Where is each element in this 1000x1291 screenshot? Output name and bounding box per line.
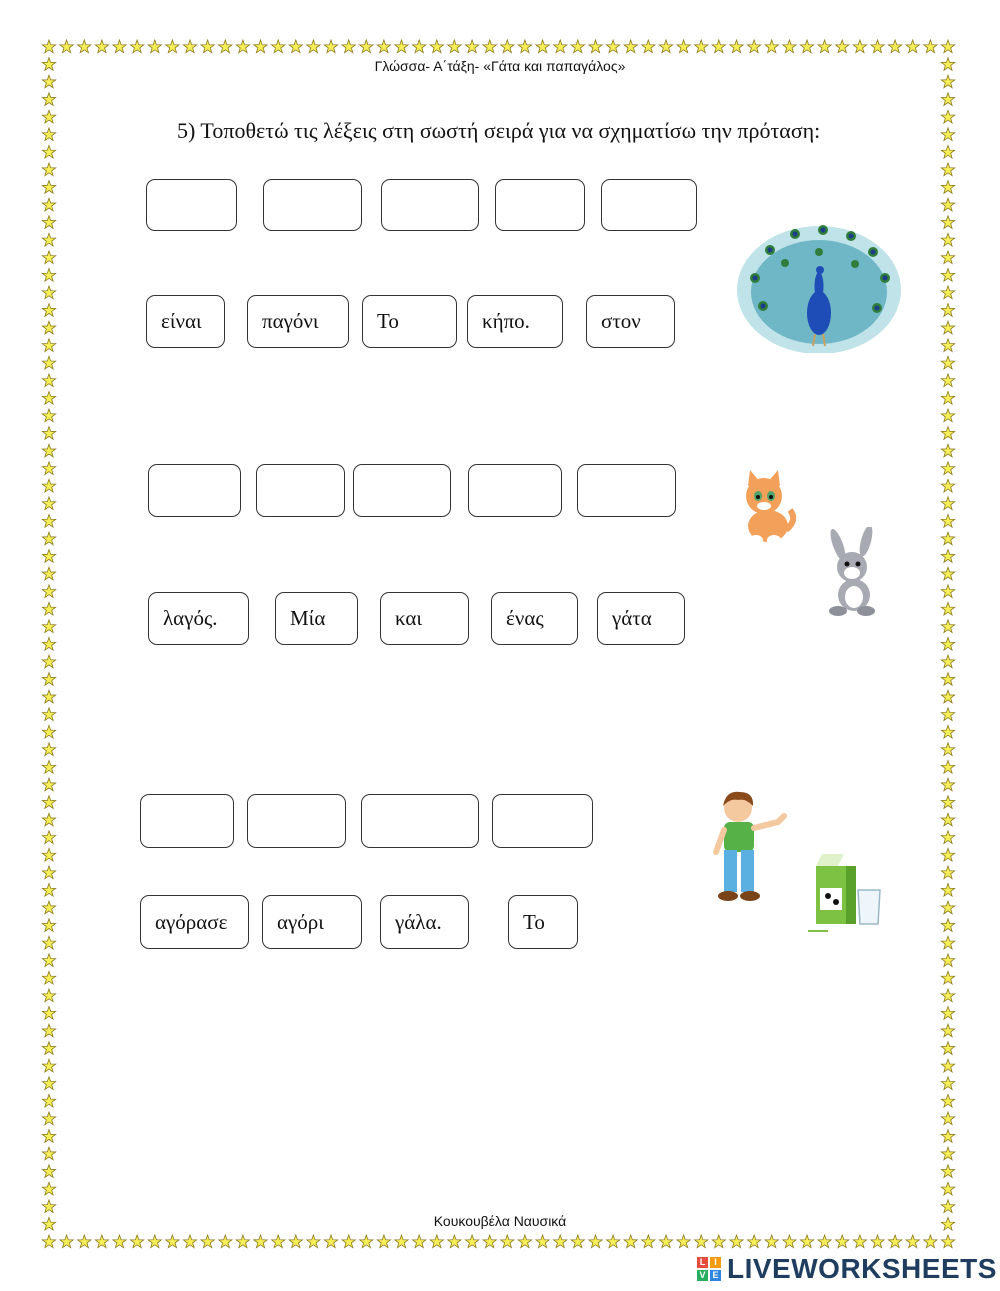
border-star [941, 181, 954, 194]
border-star [941, 936, 954, 949]
border-star [695, 40, 708, 53]
border-star [941, 989, 954, 1002]
border-star [42, 778, 55, 791]
border-star [941, 1077, 954, 1090]
border-star [783, 1235, 796, 1248]
border-star [941, 1042, 954, 1055]
border-star [941, 567, 954, 580]
border-star [483, 1235, 496, 1248]
border-star [941, 286, 954, 299]
border-star [941, 479, 954, 492]
cat-image [732, 470, 798, 548]
border-star [42, 251, 55, 264]
border-star [941, 743, 954, 756]
border-star [941, 778, 954, 791]
border-star [42, 233, 55, 246]
border-star [941, 532, 954, 545]
border-star [554, 1235, 567, 1248]
word-card[interactable]: γάτα [597, 592, 685, 645]
border-star [42, 831, 55, 844]
border-star [42, 884, 55, 897]
border-star [42, 1182, 55, 1195]
border-star [166, 40, 179, 53]
border-star [589, 1235, 602, 1248]
border-star [448, 40, 461, 53]
border-star [642, 40, 655, 53]
border-star [42, 198, 55, 211]
word-card[interactable]: γάλα. [380, 895, 469, 949]
border-star [941, 954, 954, 967]
border-star [272, 40, 285, 53]
border-star [606, 40, 619, 53]
border-star [78, 40, 91, 53]
border-star [747, 40, 760, 53]
answer-slot[interactable] [247, 794, 346, 848]
border-star [272, 1235, 285, 1248]
logo-letter: I [710, 1257, 721, 1268]
border-star [941, 866, 954, 879]
border-star [941, 919, 954, 932]
border-star [941, 638, 954, 651]
border-star [941, 75, 954, 88]
border-star [413, 1235, 426, 1248]
border-star [42, 163, 55, 176]
border-star [289, 40, 302, 53]
answer-slot[interactable] [263, 179, 362, 231]
word-card[interactable]: αγόρασε [140, 895, 249, 949]
border-star [906, 1235, 919, 1248]
border-star [624, 40, 637, 53]
answer-slot[interactable] [361, 794, 479, 848]
border-star [836, 1235, 849, 1248]
border-star [747, 1235, 760, 1248]
border-star [941, 462, 954, 475]
answer-slot[interactable] [256, 464, 345, 517]
word-card[interactable]: στον [586, 295, 675, 348]
border-star [483, 40, 496, 53]
border-star [800, 40, 813, 53]
word-card[interactable]: είναι [146, 295, 225, 348]
border-star [571, 40, 584, 53]
border-star [941, 110, 954, 123]
border-star [941, 392, 954, 405]
word-card[interactable]: λαγός. [148, 592, 249, 645]
border-star [941, 971, 954, 984]
border-star [42, 1165, 55, 1178]
logo-letter: L [697, 1257, 708, 1268]
border-star [430, 1235, 443, 1248]
word-card[interactable]: και [380, 592, 469, 645]
border-star [42, 708, 55, 721]
border-star [113, 40, 126, 53]
word-card[interactable]: ένας [491, 592, 578, 645]
border-star [941, 1147, 954, 1160]
author-footer: Κουκουβέλα Ναυσικά [433, 1213, 567, 1229]
border-star [360, 40, 373, 53]
border-star [342, 1235, 355, 1248]
border-star [42, 655, 55, 668]
word-card[interactable]: Το [362, 295, 457, 348]
border-star [924, 1235, 937, 1248]
border-star [448, 1235, 461, 1248]
border-star [642, 1235, 655, 1248]
border-star [42, 145, 55, 158]
border-star [536, 40, 549, 53]
border-star [42, 356, 55, 369]
border-star [871, 1235, 884, 1248]
border-star [536, 1235, 549, 1248]
border-star [307, 1235, 320, 1248]
border-star [307, 40, 320, 53]
border-star [42, 40, 55, 53]
border-star [42, 936, 55, 949]
border-star [853, 40, 866, 53]
border-star [42, 919, 55, 932]
border-star [42, 866, 55, 879]
border-star [201, 1235, 214, 1248]
border-star [130, 1235, 143, 1248]
border-star [42, 901, 55, 914]
border-star [941, 813, 954, 826]
border-star [941, 339, 954, 352]
border-star [183, 1235, 196, 1248]
word-card[interactable]: Μία [275, 592, 358, 645]
border-star [941, 515, 954, 528]
answer-slot[interactable] [140, 794, 234, 848]
border-star [941, 497, 954, 510]
border-star [42, 725, 55, 738]
border-star [941, 321, 954, 334]
word-card[interactable]: παγόνι [247, 295, 349, 348]
border-star [941, 427, 954, 440]
border-star [42, 602, 55, 615]
border-star [941, 198, 954, 211]
border-star [395, 40, 408, 53]
border-star [941, 269, 954, 282]
border-star [941, 1182, 954, 1195]
answer-slot[interactable] [353, 464, 451, 517]
border-star [818, 40, 831, 53]
border-star [941, 444, 954, 457]
border-star [695, 1235, 708, 1248]
border-star [941, 216, 954, 229]
border-star [941, 1235, 954, 1248]
word-card[interactable]: κήπο. [467, 295, 563, 348]
border-star [941, 884, 954, 897]
border-star [42, 1112, 55, 1125]
logo-letter: V [697, 1270, 708, 1281]
border-star [148, 1235, 161, 1248]
border-star [42, 93, 55, 106]
border-star [800, 1235, 813, 1248]
border-star [941, 93, 954, 106]
border-star [42, 128, 55, 141]
border-star [42, 110, 55, 123]
answer-slot[interactable] [492, 794, 593, 848]
border-star [430, 40, 443, 53]
border-star [42, 1042, 55, 1055]
border-star [42, 75, 55, 88]
border-star [42, 497, 55, 510]
border-star [659, 1235, 672, 1248]
border-star [219, 40, 232, 53]
border-star [941, 1200, 954, 1213]
border-star [730, 40, 743, 53]
border-star [465, 40, 478, 53]
border-star [413, 40, 426, 53]
border-star [42, 374, 55, 387]
border-star [888, 40, 901, 53]
border-star [606, 1235, 619, 1248]
border-star [42, 550, 55, 563]
border-star [941, 1165, 954, 1178]
border-star [941, 655, 954, 668]
peacock-image [735, 218, 903, 353]
border-star [941, 761, 954, 774]
border-star [941, 673, 954, 686]
border-star [765, 1235, 778, 1248]
border-star [941, 163, 954, 176]
boy-image [708, 786, 792, 906]
border-star [42, 1059, 55, 1072]
border-star [501, 40, 514, 53]
border-star [42, 286, 55, 299]
border-star [95, 1235, 108, 1248]
border-star [42, 989, 55, 1002]
border-star [941, 233, 954, 246]
border-star [941, 848, 954, 861]
border-star [42, 321, 55, 334]
border-star [941, 1024, 954, 1037]
border-star [324, 40, 337, 53]
border-star [42, 1094, 55, 1107]
border-star [42, 339, 55, 352]
border-star [941, 251, 954, 264]
border-star [941, 145, 954, 158]
border-star [42, 971, 55, 984]
border-star [42, 585, 55, 598]
border-star [42, 269, 55, 282]
border-star [42, 427, 55, 440]
border-star [571, 1235, 584, 1248]
border-star [130, 40, 143, 53]
border-star [42, 954, 55, 967]
border-star [941, 128, 954, 141]
worksheet-header: Γλώσσα- Α΄τάξη- «Γάτα και παπαγάλος» [374, 58, 626, 74]
border-star [360, 1235, 373, 1248]
border-star [941, 409, 954, 422]
border-star [42, 673, 55, 686]
border-star [871, 40, 884, 53]
border-star [765, 40, 778, 53]
border-star [941, 690, 954, 703]
brand-name: LIVEWORKSHEETS [727, 1253, 997, 1284]
border-star [712, 40, 725, 53]
border-star [888, 1235, 901, 1248]
border-star [677, 40, 690, 53]
border-star [42, 181, 55, 194]
border-star [941, 585, 954, 598]
border-star [941, 40, 954, 53]
border-star [42, 444, 55, 457]
rabbit-image [822, 527, 888, 619]
border-star [42, 690, 55, 703]
border-star [183, 40, 196, 53]
border-star [941, 796, 954, 809]
answer-slot[interactable] [146, 179, 237, 231]
border-star [236, 40, 249, 53]
answer-slot[interactable] [577, 464, 676, 517]
border-star [836, 40, 849, 53]
border-star [254, 1235, 267, 1248]
border-star [818, 1235, 831, 1248]
border-star [941, 602, 954, 615]
border-star [42, 304, 55, 317]
border-star [42, 1200, 55, 1213]
border-star [324, 1235, 337, 1248]
border-star [42, 743, 55, 756]
border-star [589, 40, 602, 53]
border-star [42, 409, 55, 422]
milk-carton-image [806, 850, 892, 936]
border-star [42, 813, 55, 826]
border-star [42, 796, 55, 809]
answer-slot[interactable] [601, 179, 697, 231]
instruction-text: 5) Τοποθετώ τις λέξεις στη σωστή σειρά για να σχηματίσω την πρόταση: [177, 118, 821, 143]
border-star [941, 620, 954, 633]
answer-slot[interactable] [495, 179, 585, 231]
border-star [42, 479, 55, 492]
border-star [42, 1077, 55, 1090]
border-star [254, 40, 267, 53]
word-card[interactable]: αγόρι [262, 895, 362, 949]
border-star [236, 1235, 249, 1248]
answer-slot[interactable] [468, 464, 562, 517]
border-star [941, 1130, 954, 1143]
border-star [941, 1112, 954, 1125]
border-star [95, 40, 108, 53]
border-star [113, 1235, 126, 1248]
border-star [941, 708, 954, 721]
border-star [219, 1235, 232, 1248]
border-star [377, 1235, 390, 1248]
border-star [42, 1007, 55, 1020]
border-star [42, 462, 55, 475]
liveworksheets-brand [697, 1253, 997, 1285]
border-star [342, 40, 355, 53]
border-star [941, 304, 954, 317]
border-star [201, 40, 214, 53]
border-star [501, 1235, 514, 1248]
border-star [42, 216, 55, 229]
border-star [554, 40, 567, 53]
border-star [42, 1147, 55, 1160]
border-star [42, 567, 55, 580]
border-star [42, 761, 55, 774]
border-star [395, 1235, 408, 1248]
border-star [148, 40, 161, 53]
border-star [906, 40, 919, 53]
border-star [42, 1235, 55, 1248]
answer-slot[interactable] [148, 464, 241, 517]
border-star [42, 620, 55, 633]
border-star [42, 1024, 55, 1037]
border-star [42, 848, 55, 861]
border-star [941, 901, 954, 914]
border-star [659, 40, 672, 53]
border-star [518, 40, 531, 53]
border-star [941, 1059, 954, 1072]
border-star [677, 1235, 690, 1248]
border-star [465, 1235, 478, 1248]
border-star [42, 1130, 55, 1143]
border-star [941, 356, 954, 369]
border-star [712, 1235, 725, 1248]
border-star [42, 638, 55, 651]
border-star [783, 40, 796, 53]
border-star [853, 1235, 866, 1248]
border-star [941, 374, 954, 387]
border-star [941, 1094, 954, 1107]
border-star [377, 40, 390, 53]
logo-letter: E [710, 1270, 721, 1281]
border-star [941, 1007, 954, 1020]
border-star [42, 532, 55, 545]
liveworksheets-logo-icon [697, 1257, 721, 1281]
border-star [166, 1235, 179, 1248]
answer-slot[interactable] [381, 179, 479, 231]
border-star [289, 1235, 302, 1248]
word-card[interactable]: Το [508, 895, 578, 949]
border-star [941, 831, 954, 844]
border-star [730, 1235, 743, 1248]
border-star [42, 515, 55, 528]
border-star [60, 40, 73, 53]
border-star [941, 550, 954, 563]
border-star [42, 392, 55, 405]
border-star [60, 1235, 73, 1248]
border-star [624, 1235, 637, 1248]
border-star [518, 1235, 531, 1248]
border-star [924, 40, 937, 53]
border-star [78, 1235, 91, 1248]
border-star [941, 725, 954, 738]
